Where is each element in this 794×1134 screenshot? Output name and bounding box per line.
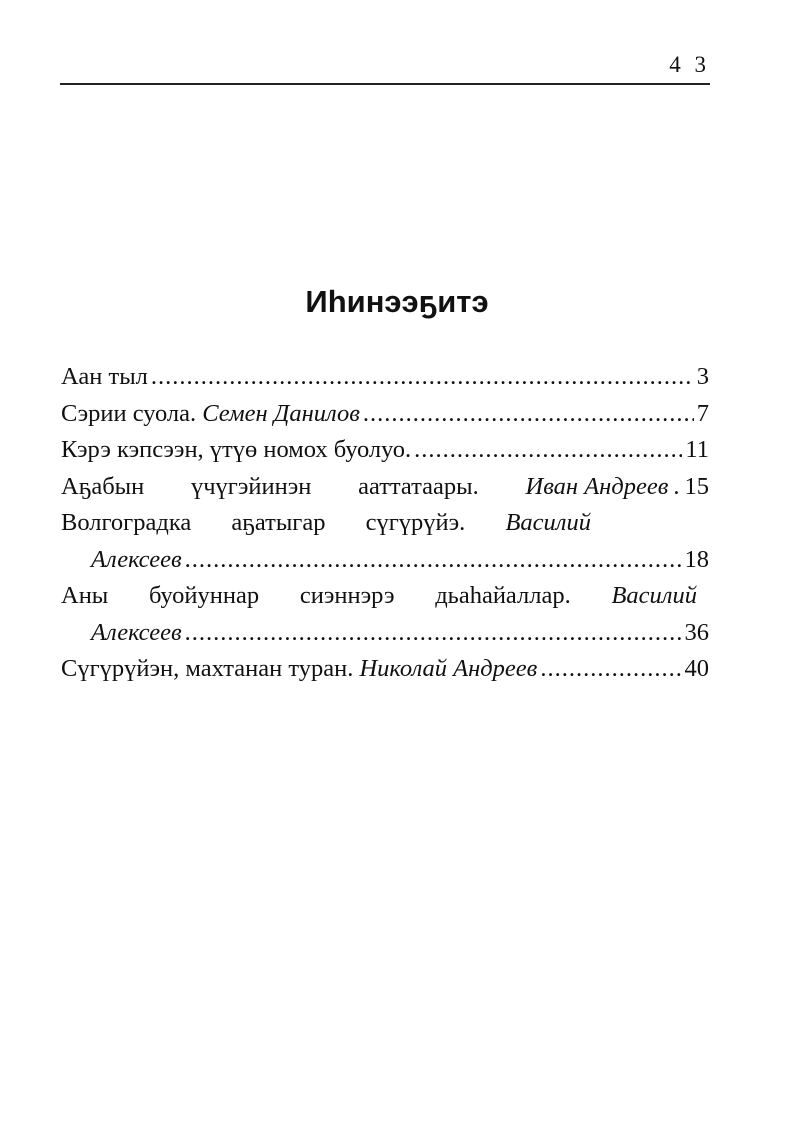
entry-title-word: аҕатыгар	[231, 509, 326, 536]
entry-title-word: ааттатаары.	[358, 472, 479, 500]
table-of-contents	[61, 359, 709, 688]
entry-title: Аан тыл	[61, 363, 148, 390]
entry-title-word: Волгоградка	[61, 509, 192, 536]
dot-leader	[414, 432, 682, 469]
entry-page: 36	[684, 618, 709, 646]
toc-entry-continuation[interactable]	[61, 542, 709, 579]
entry-page: 18	[684, 545, 709, 573]
page-number: 4 3	[669, 52, 710, 77]
toc-title: Иһинээҕитэ	[305, 284, 489, 319]
entry-author: Семен Данилов	[202, 399, 360, 427]
toc-entry[interactable]	[61, 432, 709, 469]
toc-entry[interactable]	[61, 396, 709, 433]
entry-author: Василий	[505, 509, 591, 536]
entry-author: Алексеев	[91, 545, 182, 573]
entry-author: Иван Андреев	[525, 472, 669, 500]
toc-entry[interactable]	[61, 651, 709, 688]
entry-title-word: сиэннэрэ	[299, 582, 395, 609]
entry-title-word: сүгүрүйэ.	[365, 509, 466, 536]
entry-title-word: үчүгэйинэн	[190, 472, 312, 500]
entry-page: 11	[685, 436, 709, 463]
entry-title-word: дьаһайаллар.	[435, 582, 571, 609]
entry-title-word: Аҕабын	[61, 472, 145, 500]
entry-author: Алексеев	[91, 618, 182, 646]
dot-leader	[185, 615, 682, 652]
entry-title-word: буойуннар	[148, 582, 260, 609]
toc-entry[interactable]	[61, 578, 709, 615]
entry-page: 3	[696, 363, 709, 390]
toc-entry[interactable]	[61, 359, 709, 396]
toc-entry-continuation[interactable]	[61, 615, 709, 652]
entry-title: Кэрэ кэпсээн, үтүө номох буолуо.	[61, 436, 412, 463]
dot-leader	[540, 651, 681, 688]
entry-page: 7	[696, 399, 709, 427]
entry-title: Сэрии суола.	[61, 399, 197, 427]
dot-leader	[363, 396, 694, 433]
toc-entry[interactable]	[61, 469, 709, 506]
entry-author: Василий	[611, 582, 697, 609]
header-rule	[60, 83, 710, 85]
toc-entry[interactable]	[61, 505, 709, 542]
entry-author: Николай Андреев	[359, 655, 538, 682]
dot-leader	[185, 542, 682, 579]
dot-leader	[151, 359, 694, 396]
dot-leader: .	[673, 472, 680, 500]
entry-page: 40	[684, 655, 709, 682]
entry-title: Сүгүрүйэн, махтанан туран.	[61, 655, 354, 682]
entry-page: 15	[684, 472, 709, 500]
entry-title-word: Аны	[61, 582, 109, 609]
